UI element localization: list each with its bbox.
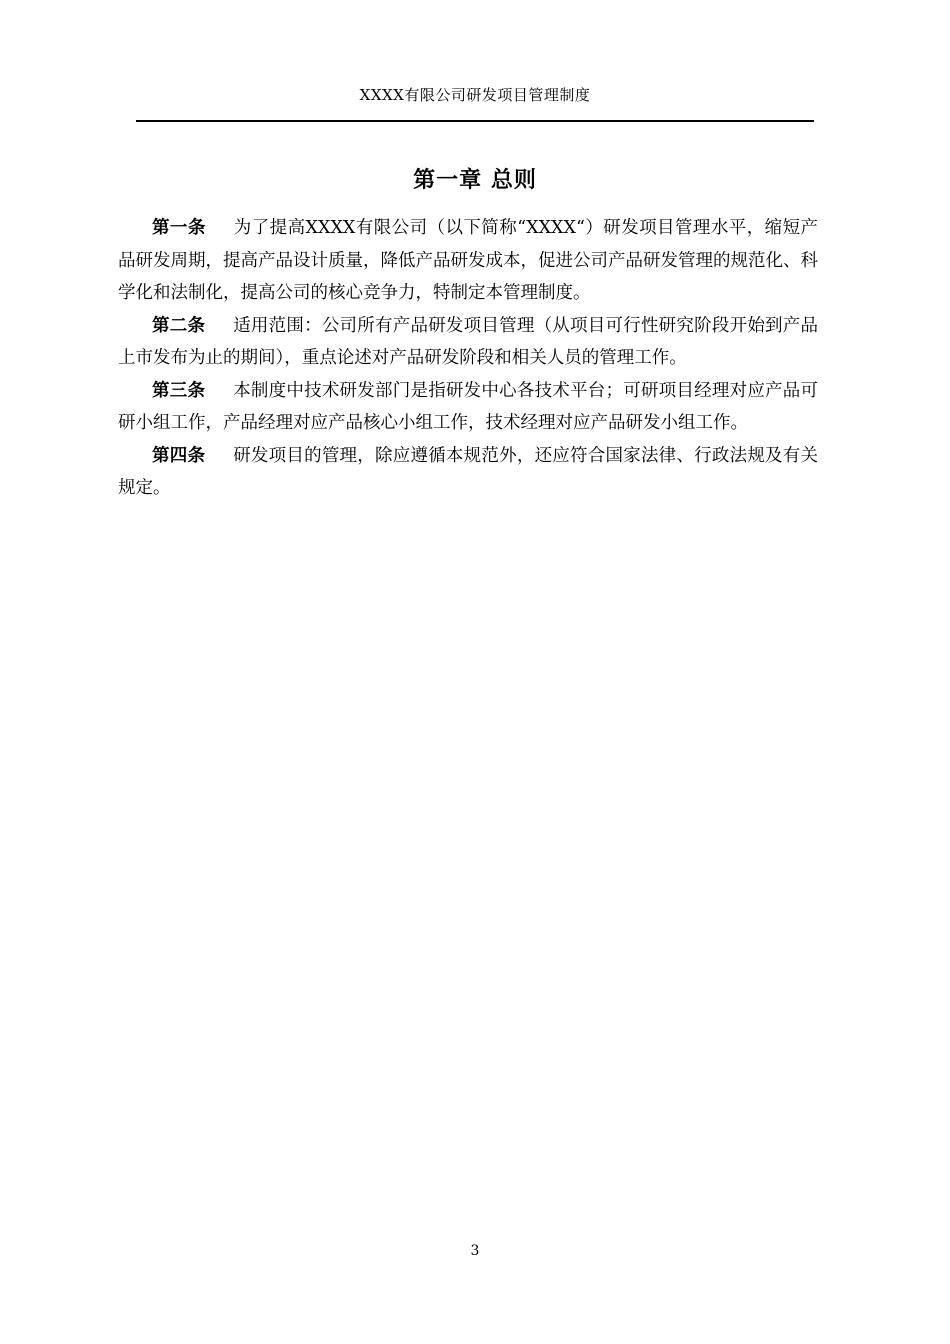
article-1-label: 第一条	[152, 218, 206, 238]
article-2-label: 第二条	[152, 315, 206, 336]
article-1	[118, 212, 818, 310]
chapter-title: 第一章 总则	[413, 168, 537, 193]
header-divider	[136, 120, 814, 122]
article-3-label: 第三条	[152, 380, 206, 401]
article-1-text: 为了提高XXXX有限公司（以下简称“XXXX“）研发项目管理水平，缩短产品研发周期，提高产品设计质量，降低产品研发成本，促进公司产品研发管理的规范化、科学化和法制化，提高公司的核心竞争力，特制定本管理制度。	[118, 218, 818, 303]
article-4	[118, 440, 818, 505]
page-number: 3	[470, 1243, 480, 1259]
article-4-text: 研发项目的管理，除应遵循本规范外，还应符合国家法律、行政法规及有关规定。	[118, 445, 818, 498]
article-2-text: 适用范围：公司所有产品研发项目管理（从项目可行性研究阶段开始到产品上市发布为止的期间），重点论述对产品研发阶段和相关人员的管理工作。	[118, 315, 818, 368]
article-3	[118, 375, 818, 440]
article-3-text: 本制度中技术研发部门是指研发中心各技术平台；可研项目经理对应产品可研小组工作，产品经理对应产品核心小组工作，技术经理对应产品研发小组工作。	[118, 380, 818, 433]
article-2	[118, 310, 818, 375]
article-4-label: 第四条	[152, 445, 206, 466]
page-header-title: XXXX有限公司研发项目管理制度	[359, 86, 591, 104]
document-body	[118, 212, 818, 505]
